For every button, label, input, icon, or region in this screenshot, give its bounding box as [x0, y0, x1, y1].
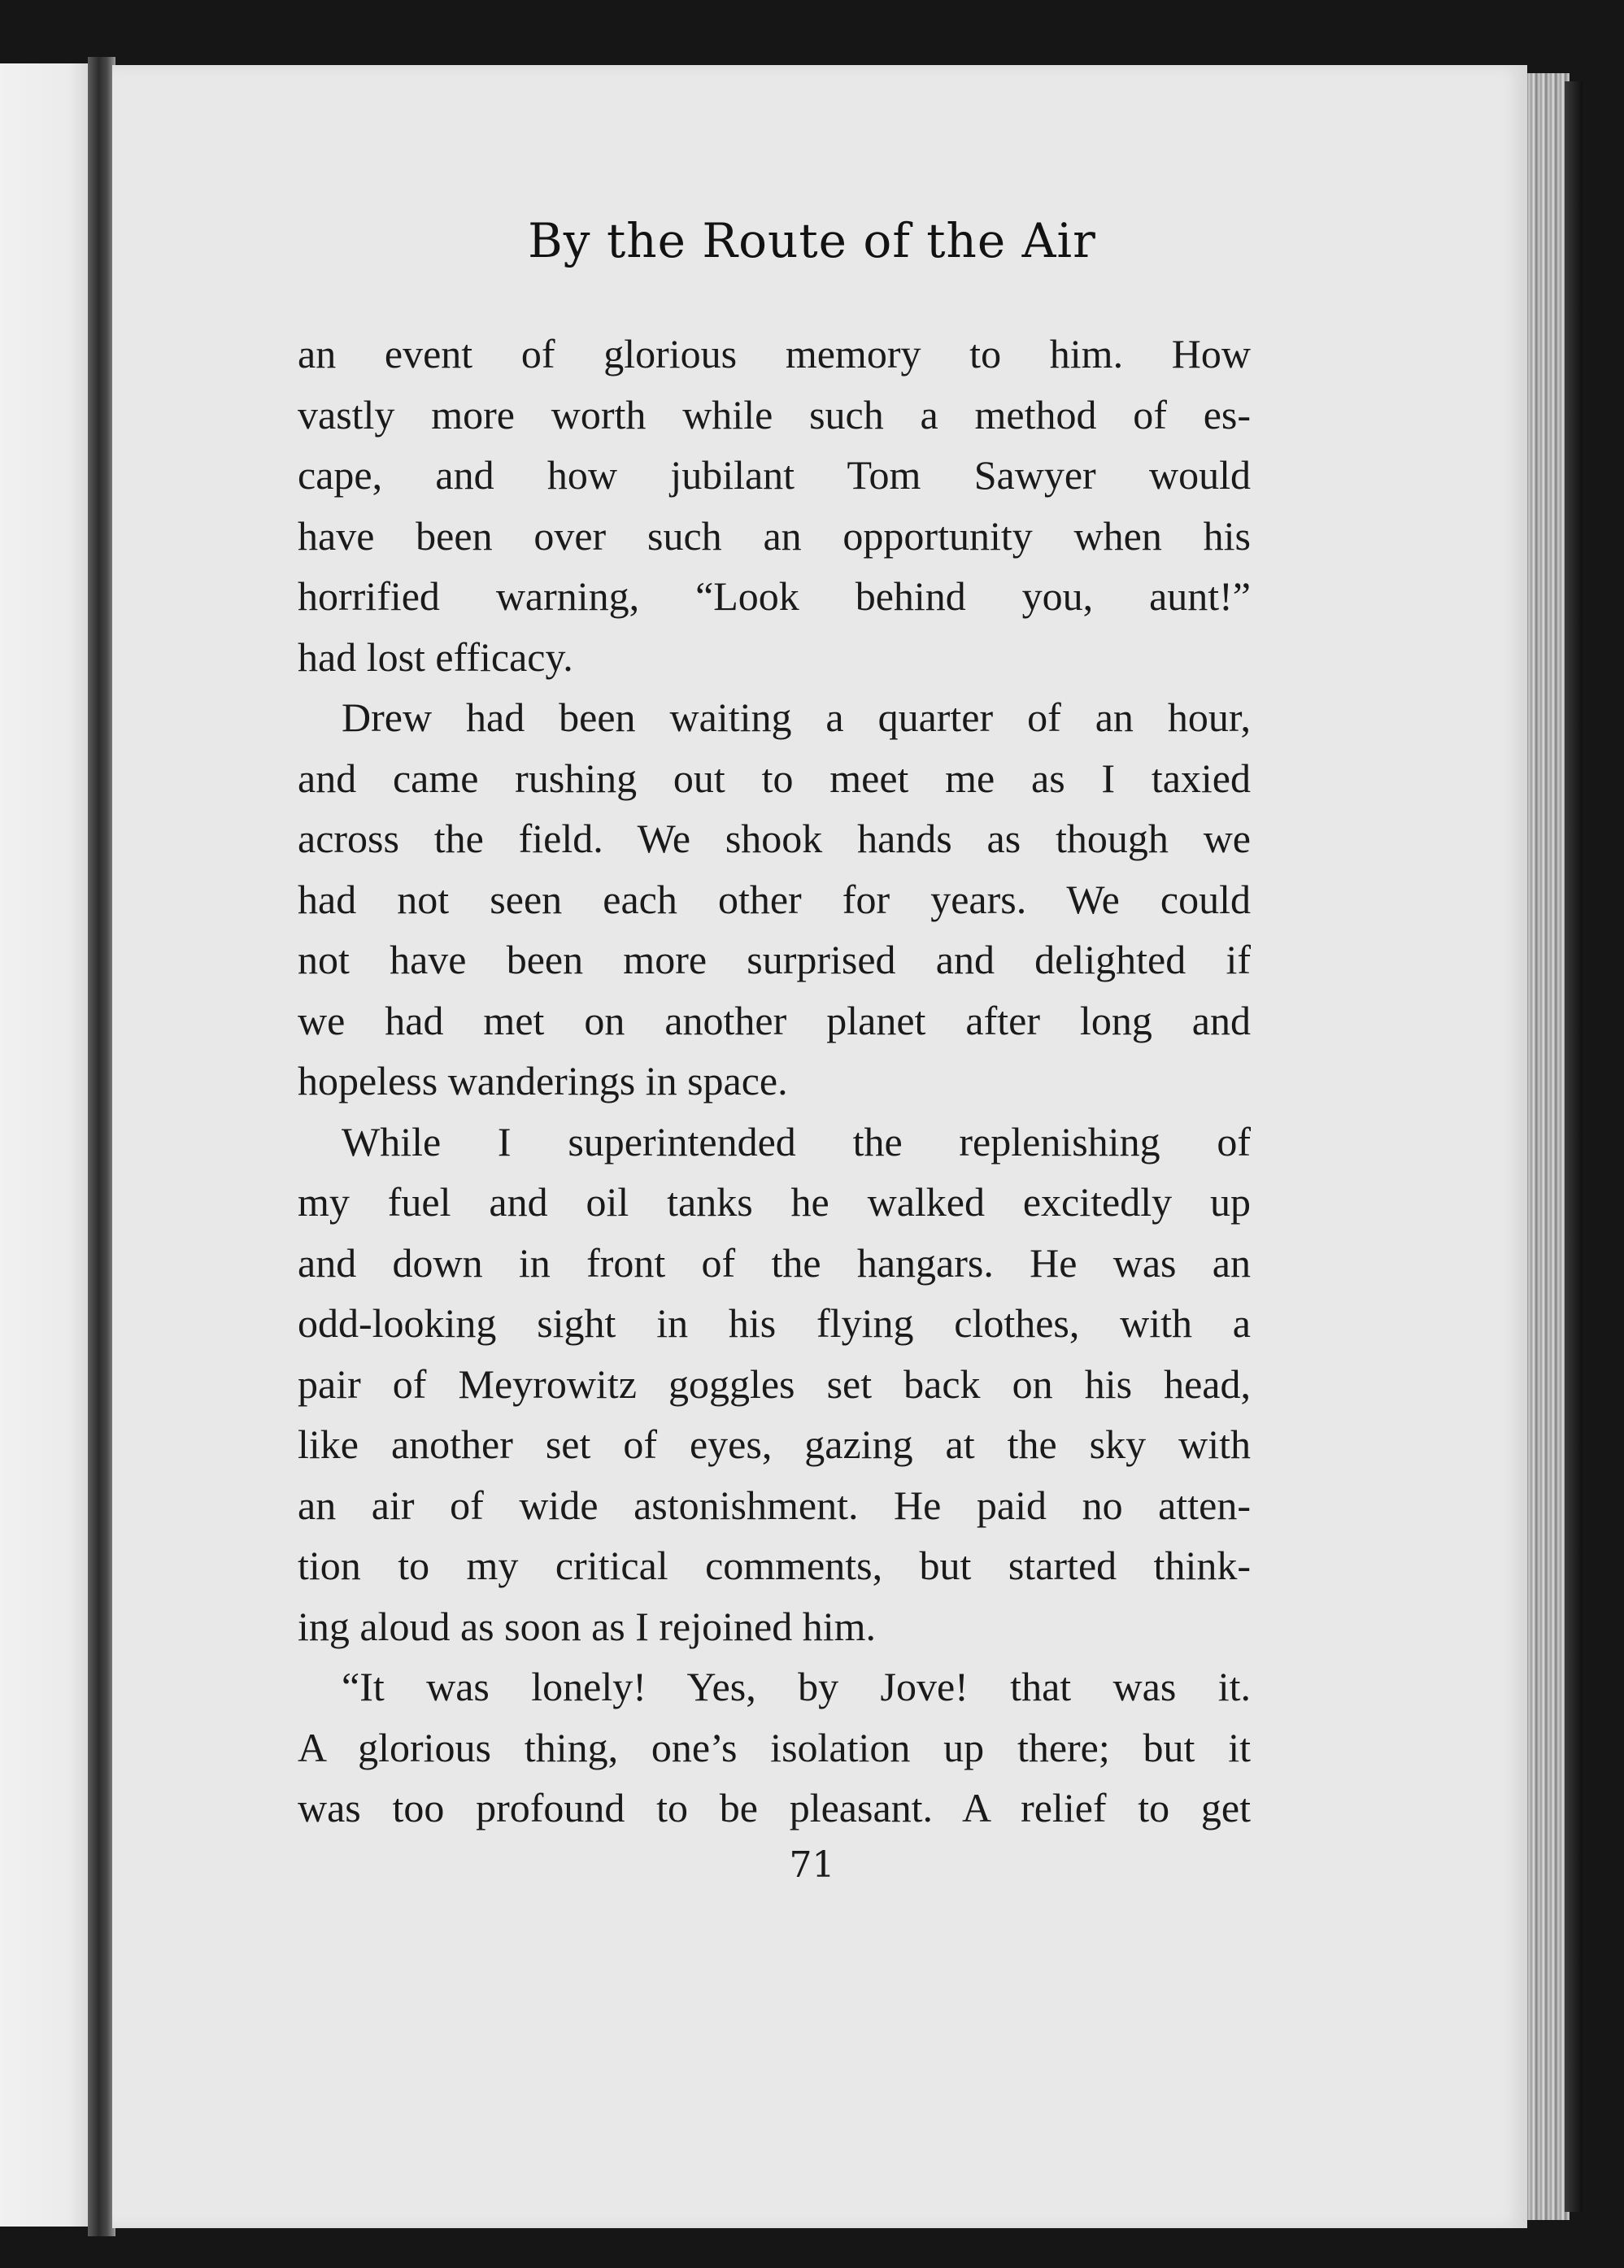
text-line: vastly more worth while such a method of es-	[298, 391, 1251, 437]
paragraph	[298, 687, 1251, 1112]
text-line: pair of Meyrowitz goggles set back on his head,	[298, 1360, 1251, 1407]
text-line: ing aloud as soon as I rejoined him.	[298, 1603, 876, 1649]
text-line: an event of glorious memory to him. How	[298, 331, 1251, 377]
text-line: tion to my critical comments, but started think-	[298, 1543, 1251, 1588]
text-line: “It was lonely! Yes, by Jove! that was it.	[342, 1664, 1251, 1709]
text-line: cape, and how jubilant Tom Sawyer would	[298, 452, 1251, 498]
text-line: and came rushing out to meet me as I taxied	[298, 755, 1251, 801]
text-line: we had met on another planet after long and	[298, 997, 1251, 1043]
book-gutter	[88, 57, 115, 2236]
paragraph	[298, 1112, 1251, 1657]
text-line: like another set of eyes, gazing at the sky with	[298, 1421, 1251, 1467]
text-line: hopeless wanderings in space.	[298, 1058, 788, 1104]
text-line: horrified warning, “Look behind you, aunt!”	[298, 573, 1251, 619]
body-text	[298, 324, 1251, 1839]
text-line: not have been more surprised and delighted if	[298, 937, 1251, 982]
running-head: By the Route of the Air	[528, 213, 1096, 268]
text-line: across the field. We shook hands as though we	[298, 816, 1251, 861]
paragraph	[298, 324, 1251, 687]
text-line: was too profound to be pleasant. A relief to get	[298, 1785, 1251, 1831]
text-line: While I superintended the replenishing of	[342, 1118, 1251, 1164]
text-line: an air of wide astonishment. He paid no atten-	[298, 1482, 1251, 1528]
text-line: had not seen each other for years. We could	[298, 876, 1251, 922]
text-line: my fuel and oil tanks he walked excitedly up	[298, 1179, 1251, 1225]
text-line: odd-looking sight in his flying clothes, with a	[298, 1300, 1251, 1346]
text-line: had lost efficacy.	[298, 633, 573, 680]
cover-edge	[1565, 81, 1583, 2212]
page-number: 71	[789, 1844, 835, 1886]
facing-page-edge	[0, 63, 99, 2227]
text-line: A glorious thing, one’s isolation up there; but it	[298, 1724, 1251, 1770]
text-line: have been over such an opportunity when his	[298, 512, 1251, 559]
text-line: and down in front of the hangars. He was an	[298, 1239, 1251, 1286]
paragraph	[298, 1656, 1251, 1839]
text-line: Drew had been waiting a quarter of an hour,	[342, 694, 1251, 740]
